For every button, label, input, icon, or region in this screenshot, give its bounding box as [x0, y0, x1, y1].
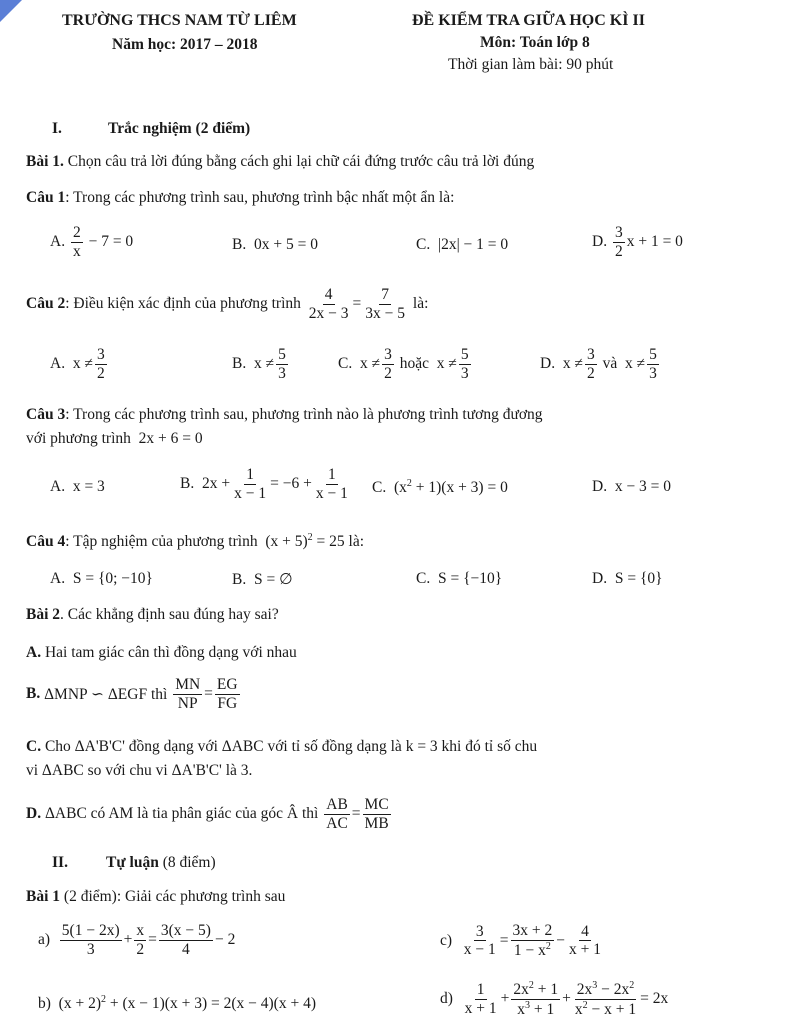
part2-title-line: [106, 854, 216, 872]
equation-a: a) $\frac{5(1 - 2x)}{3}$ + $\frac{x}{2}$ = $\frac{3(x - 5)}{4}$ − 2: [38, 922, 236, 958]
q2-tail: là:: [412, 295, 429, 313]
question-2: Câu 2 : Điều kiện xác định của phương trình $\frac{4}{2x - 3}$ = $\frac{7}{3x - 5}$ là:: [26, 286, 429, 322]
q2-option-d: D. x ≠ $\frac{3}{2}$ và x ≠ $\frac{5}{3}$: [540, 346, 657, 382]
q2-option-b: B. x ≠ $\frac{5}{3}$: [232, 346, 286, 382]
question-3: [26, 406, 543, 424]
q3-option-a: A. x = 3: [50, 478, 105, 495]
q1-label: Câu 1: [26, 189, 66, 206]
bai2-statement-c-line2: vi ΔABC so với chu vi ΔA'B'C' là 3.: [26, 762, 253, 779]
bai2-a-text: Hai tam giác cân thì đồng dạng với nhau: [44, 644, 297, 661]
question-3-line2: [26, 430, 203, 448]
q4-tail: = 25 là:: [316, 533, 365, 551]
q3-option-b: B. 2x + $\frac{1}{x - 1}$ = −6 + $\frac{1}{x - 1}$: [180, 466, 348, 502]
q1-option-d: D. $\frac{3}{2}$ x + 1 = 0: [592, 224, 683, 260]
bai2-a-label: A.: [26, 644, 42, 661]
equation-b: b) $(x + 2)^2 + (x - 1)(x + 3) = 2(x - 4)(x + 4)$: [38, 994, 316, 1013]
q2-option-c: C. x ≠ $\frac{3}{2}$ hoặc x ≠ $\frac{5}{3}$: [338, 346, 469, 382]
question-4: Câu 4: Tập nghiệm của phương trình $(x + 5)^2 = 25$ là:: [26, 532, 365, 551]
q2-label: Câu 2: [26, 295, 66, 313]
q3-text: : Trong các phương trình sau, phương trình nào là phương trình tương đương: [65, 406, 543, 423]
part2-bai1-label: Bài 1: [26, 888, 61, 905]
q2-text: : Điều kiện xác định của phương trình: [65, 295, 301, 313]
q4-option-d: D. S = {0}: [592, 570, 663, 587]
bai2-c-label: C.: [26, 738, 42, 755]
bai2-statement-d: D. ΔABC có AM là tia phân giác của góc Â thì $\frac{AB}{AC}$ = $\frac{MC}{MB}$: [26, 796, 389, 832]
bai2-d-label: D.: [26, 805, 42, 823]
part1-roman: I.: [52, 120, 62, 137]
q3-label: Câu 3: [26, 406, 66, 423]
bai2-b-label: B.: [26, 685, 41, 703]
part2-roman: II.: [52, 854, 68, 871]
exam-subject: Môn: Toán lớp 8: [480, 34, 590, 51]
part2-bai1-text: : Giải các phương trình sau: [116, 888, 286, 905]
q1-option-c: C. |2x| − 1 = 0: [416, 236, 509, 253]
q3-option-c: C. $(x^2 + 1)(x + 3) = 0$: [372, 478, 508, 497]
bai2-statement-a: [26, 644, 297, 662]
q4-option-a: A. S = {0; −10}: [50, 570, 153, 587]
q4-text: : Tập nghiệm của phương trình: [65, 533, 258, 551]
q4-option-a-value: S = {0; −10}: [72, 570, 153, 587]
equation-c: c) $\frac{3}{x - 1}$ = $\frac{3x + 2}{1 - x^2}$ − $\frac{4}{x + 1}$: [440, 922, 602, 959]
bai2-heading: [26, 606, 279, 624]
bai2-label: Bài 2: [26, 606, 61, 623]
part2-title: Tự luận: [106, 854, 159, 871]
bai1-instruction: [26, 153, 534, 171]
q1-option-b: B. 0x + 5 = 0: [232, 236, 318, 253]
bai2-c-text: Cho ΔA'B'C' đồng dạng với ΔABC với tỉ số đồng dạng là k = 3 khi đó tỉ số chu: [44, 738, 538, 755]
q1-option-a: A. $\frac{2}{x}$ − 7 = 0: [50, 224, 134, 260]
q3-equation: 2x + 6 = 0: [138, 430, 203, 447]
corner-decoration: [0, 0, 22, 22]
bai1-text: Chọn câu trả lời đúng bằng cách ghi lại chữ cái đứng trước câu trả lời đúng: [67, 153, 535, 170]
bai2-d-text: ΔABC có AM là tia phân giác của góc Â thì: [44, 805, 319, 823]
bai2-b-text: ΔMNP ∽ ΔEGF thì: [44, 685, 168, 703]
q4-label: Câu 4: [26, 533, 66, 551]
q2-option-a: A. x ≠ $\frac{3}{2}$: [50, 346, 105, 382]
exam-title: ĐỀ KIỂM TRA GIỮA HỌC KÌ II: [412, 12, 645, 29]
part2-points: (8 điểm): [162, 854, 216, 871]
exam-time: Thời gian làm bài: 90 phút: [448, 56, 614, 73]
question-1: [26, 189, 454, 207]
bai2-text: . Các khẳng định sau đúng hay sai?: [60, 606, 279, 623]
q3-option-d: D. x − 3 = 0: [592, 478, 672, 495]
q1-text: : Trong các phương trình sau, phương trình bậc nhất một ẩn là:: [65, 189, 455, 206]
equation-d: d) $\frac{1}{x + 1}$ + $\frac{2x^2 + 1}{x^3 + 1}$ + $\frac{2x^3 - 2x^2}{x^2 - x + 1}$ = 2x: [440, 980, 669, 1019]
school-year: Năm học: 2017 – 2018: [112, 36, 258, 53]
q4-option-b: B. S = ∅: [232, 571, 293, 588]
q4-option-c: C. S = {−10}: [416, 570, 503, 587]
bai1-label: Bài 1.: [26, 153, 64, 170]
q3-text2: với phương trình: [26, 430, 131, 447]
bai2-statement-b: B. ΔMNP ∽ ΔEGF thì $\frac{MN}{NP}$ = $\frac{EG}{FG}$: [26, 676, 238, 712]
q4-option-c-value: S = {−10}: [437, 570, 503, 587]
part2-bai1: [26, 888, 285, 906]
school-name: TRƯỜNG THCS NAM TỪ LIÊM: [62, 12, 297, 29]
part2-bai1-points: (2 điểm): [63, 888, 117, 905]
q4-option-b-value: S = ∅: [253, 571, 293, 588]
part1-title: Trắc nghiệm (2 điểm): [108, 120, 251, 137]
bai2-statement-c: [26, 738, 537, 756]
q4-option-d-value: S = {0}: [614, 570, 663, 587]
